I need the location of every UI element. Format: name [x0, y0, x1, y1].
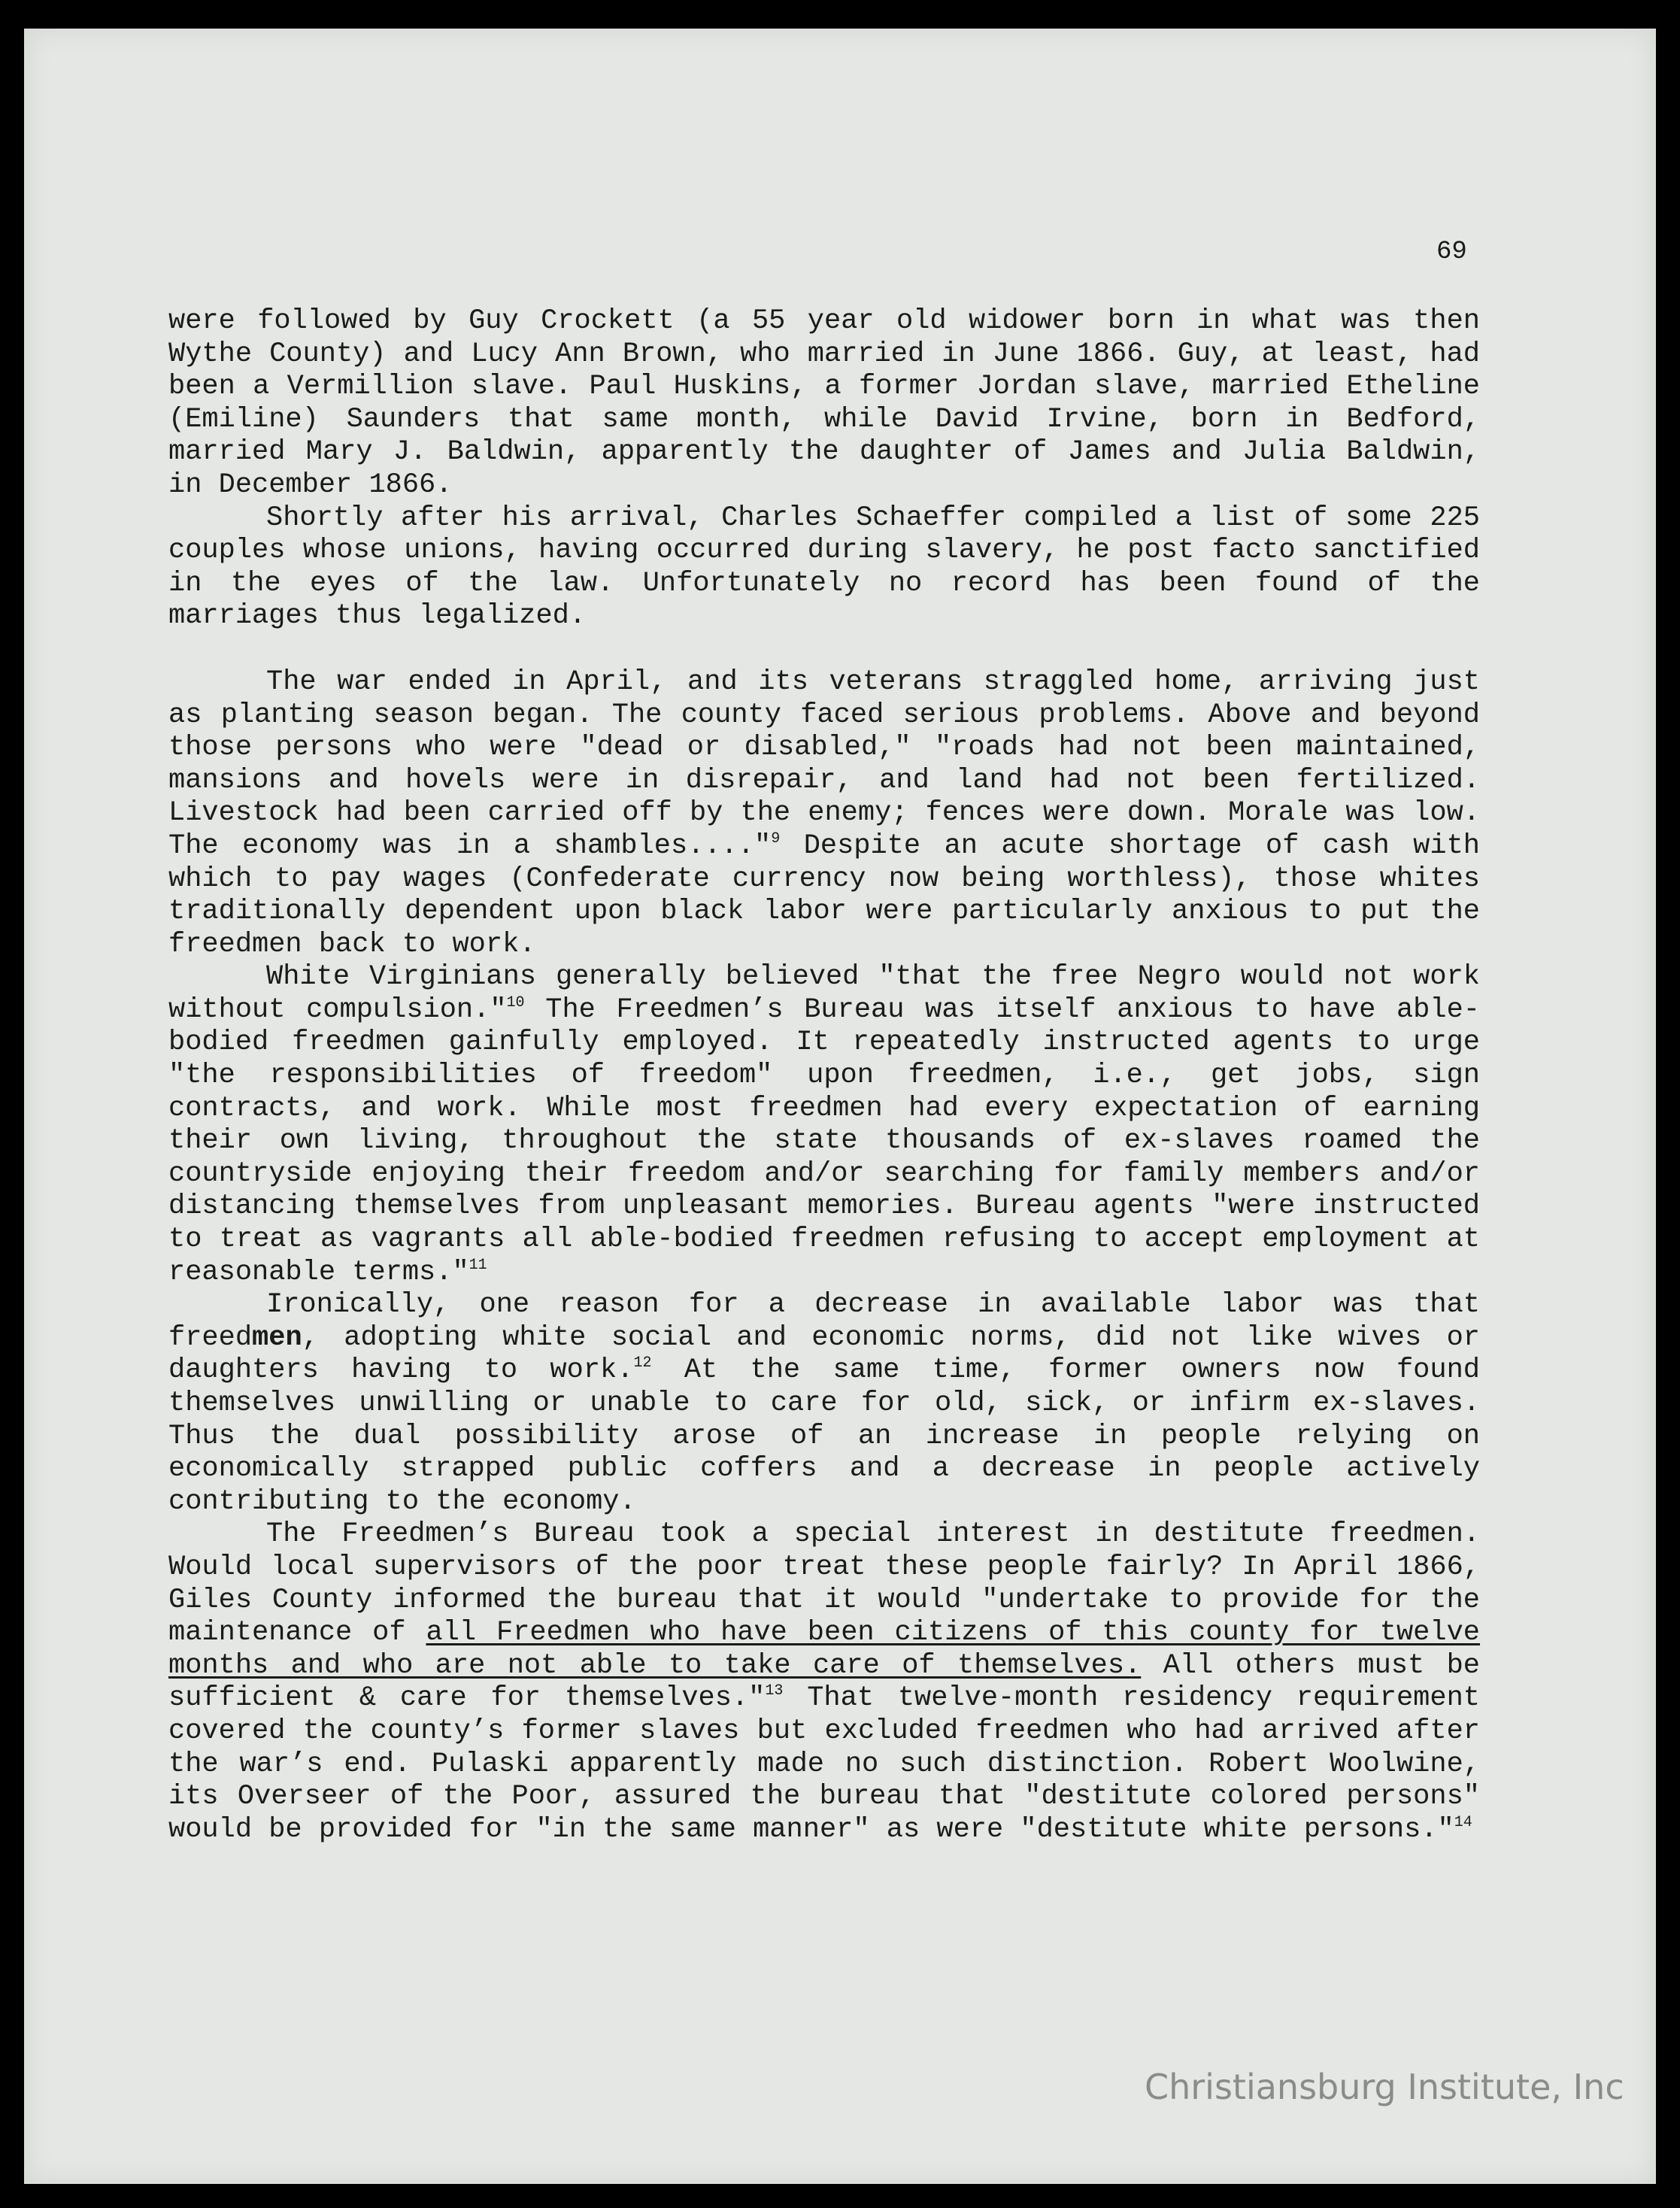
watermark: Christiansburg Institute, Inc: [1145, 2067, 1624, 2107]
paragraph-4: White Virginians generally believed "that the free Negro would not work without compulsion."$^{10}$ The Freedmen’s Bureau was itself anxious to have able-bodied freedmen gainfully employed. It repeatedly instructed agents to urge "the responsibilities of freedom" upon freedmen, i.e., get jobs, sign contracts, and work. While most freedmen had every expectation of earning their own living, throughout the state thousands of ex-slaves roamed the countryside enjoying their freedom and/or searching for family members and/or distancing themselves from unpleasant memories. Bureau agents "were instructed to treat as vagrants all able-bodied freedmen refusing to accept employment at reasonable terms."$^{11}$: [168, 961, 1480, 1288]
paragraph-2: Shortly after his arrival, Charles Schaeffer compiled a list of some 225 couples whose unions, having occurred during slavery, he post facto sanctified in the eyes of the law. Unfortunately no record has been found of the marriages thus legalized.: [168, 502, 1480, 632]
footnote-ref-13: 13: [765, 1682, 784, 1700]
paragraph-5: Ironically, one reason for a decrease in available labor was that freedmen, adopting white social and economic norms, did not like wives or daughters having to work.$^{12}$ At the same time, former owners now found themselves unwilling or unable to care for old, sick, or infirm ex-slaves. Thus the dual possibility arose of an increase in people relying on economically strapped public coffers and a decrease in people actively contributing to the economy.: [168, 1289, 1480, 1518]
underlined-quote: all Freedmen who have been citizens of this county for twelve months and who are not able to take care of themselves.: [168, 1617, 1481, 1682]
paragraph-1: were followed by Guy Crockett (a 55 year old widower born in what was then Wythe County) and Lucy Ann Brown, who married in June 1866. Guy, at least, had been a Vermillion slave. Paul Huskins, a former Jordan slave, married Etheline (Emiline) Saunders that same month, while David Irvine, born in Bedford, married Mary J. Baldwin, apparently the daughter of James and Julia Baldwin, in December 1866.: [168, 305, 1480, 501]
footnote-ref-11: 11: [469, 1256, 487, 1274]
footnote-ref-10: 10: [506, 993, 525, 1011]
page-number: 69: [1436, 238, 1467, 266]
body-text: [168, 305, 1480, 1846]
footnote-ref-12: 12: [633, 1354, 652, 1372]
footnote-ref-14: 14: [1454, 1813, 1472, 1831]
document-page: [24, 29, 1656, 2184]
paragraph-3: The war ended in April, and its veterans straggled home, arriving just as planting season began. The county faced serious problems. Above and beyond those persons who were "dead or disabled," "roads had not been maintained, mansions and hovels were in disrepair, and land had not been fertilized. Livestock had been carried off by the enemy; fences were down. Morale was low. The economy was in a shambles...."$^9$ Despite an acute shortage of cash with which to pay wages (Confederate currency now being worthless), those whites traditionally dependent upon black labor were particularly anxious to put the freedmen back to work.: [168, 666, 1480, 960]
bold-word: men: [252, 1321, 302, 1354]
paragraph-6: The Freedmen’s Bureau took a special interest in destitute freedmen. Would local supervisors of the poor treat these people fairly? In April 1866, Giles County informed the bureau that it would "undertake to provide for the maintenance of all Freedmen who have been citizens of this county for twelve months and who are not able to take care of themselves. All others must be sufficient & care for themselves."$^{13}$ That twelve-month residency requirement covered the county’s former slaves but excluded freedmen who had arrived after the war’s end. Pulaski apparently made no such distinction. Robert Woolwine, its Overseer of the Poor, assured the bureau that "destitute colored persons" would be provided for "in the same manner" as were "destitute white persons."$^{14}$: [168, 1518, 1481, 1846]
footnote-ref-9: 9: [771, 830, 781, 848]
